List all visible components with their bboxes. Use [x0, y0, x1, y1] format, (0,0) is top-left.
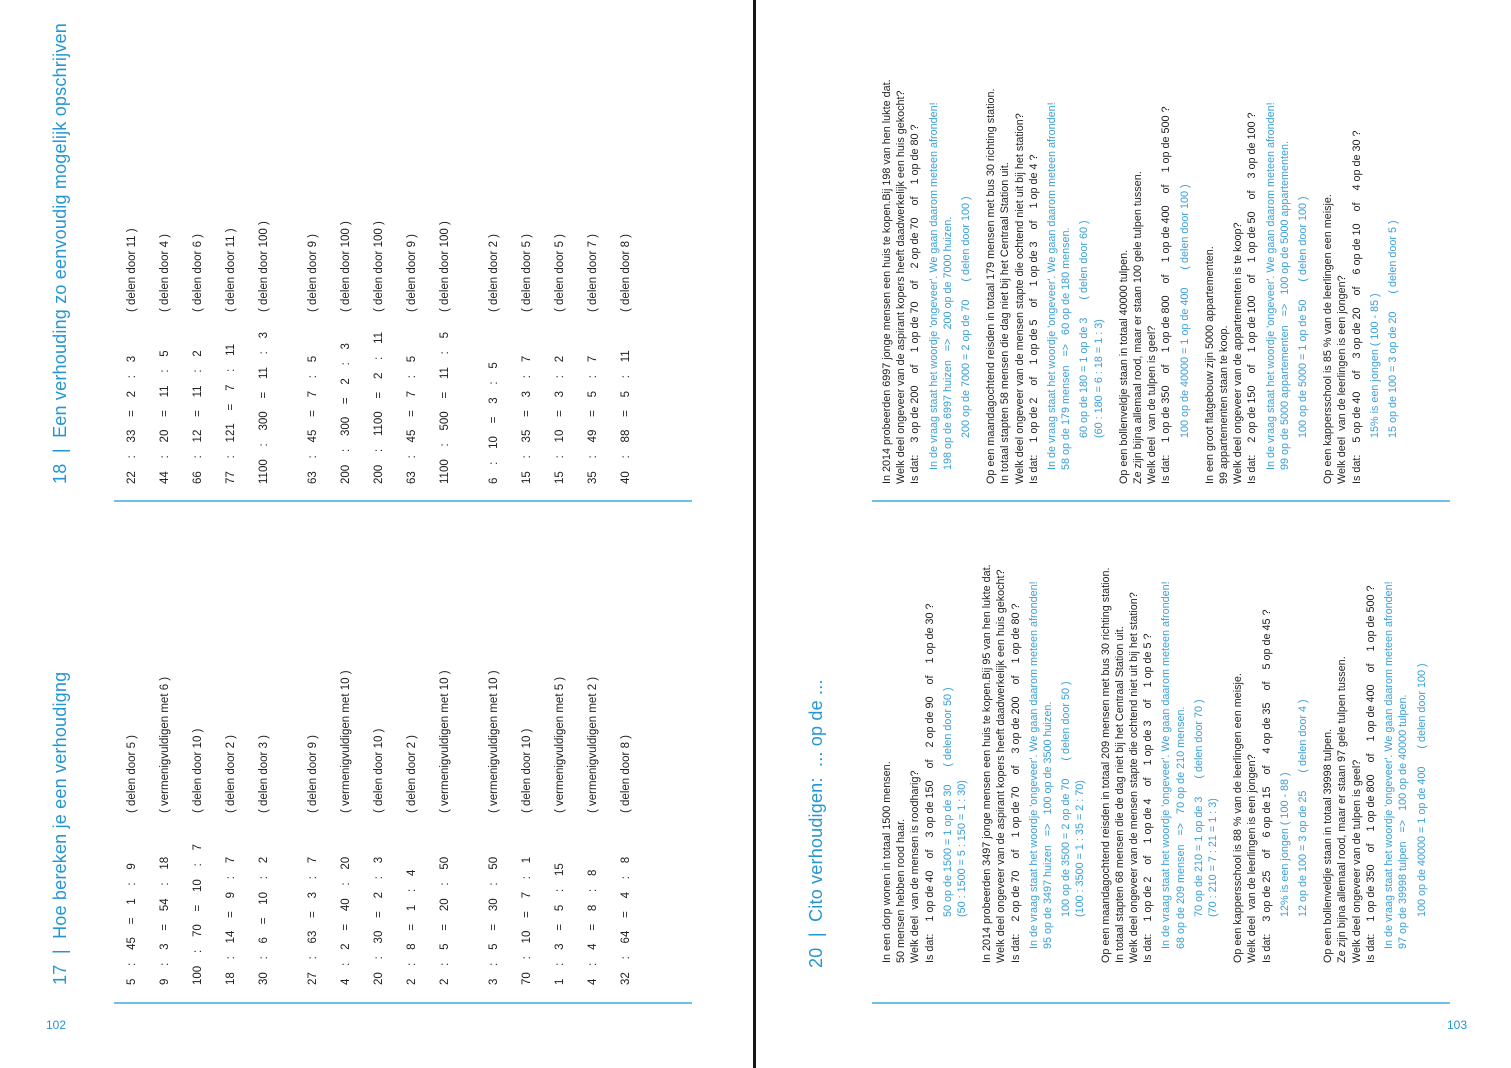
exercise-hint: ( delen door 4 ) [159, 234, 171, 312]
problem-line: In 2014 probeerden 3497 jonge mensen een huis te kopen.Bij 95 van hen lukte dat. [981, 564, 994, 963]
problem-line: Welk deel van de leerlingen is een jongen? [1246, 754, 1259, 963]
exercise-equation: 200 : 300 = 2 : 3 [340, 343, 352, 484]
exercise-row [429, 4, 462, 484]
exercise-group [478, 4, 643, 484]
problem-line: Is dat: 2 op de 70 of 1 op de 70 of 3 op de 200 of 1 op de 80 ? [1009, 603, 1022, 963]
exercise-hint: ( delen door 9 ) [307, 735, 319, 813]
exercise-hint: ( delen door 2 ) [488, 234, 500, 312]
exercise-hint: ( vermenigvuldigen met 5 ) [554, 676, 566, 813]
problem-line: Op een kappersschool is 85 % van de leerlingen een meisje. [1322, 194, 1335, 484]
problem-block [1321, 513, 1428, 963]
problem-line: Welk deel van de tulpen is geel? [1146, 325, 1159, 484]
exercise-hint: ( delen door 10 ) [192, 728, 204, 813]
exercise-row [544, 505, 577, 985]
exercise-equation: 40 : 88 = 5 : 11 [620, 350, 632, 484]
answer-line: 60 op de 180 = 1 op de 3 ( delen door 60 ) [1078, 220, 1091, 438]
problem-line: Is dat: 5 op de 40 of 3 op de 20 of 6 op de 10 of 4 op de 30 ? [1350, 130, 1363, 484]
exercise-row [429, 505, 462, 985]
problem-line: Is dat: 1 op de 2 of 1 op de 5 of 1 op de 3 of 1 op de 4 ? [1027, 154, 1040, 484]
exercise-equation: 30 : 6 = 10 : 2 [258, 856, 270, 985]
exercise-hint: ( delen door 2 ) [406, 735, 418, 813]
page-102 [0, 0, 753, 1068]
page-102-rotated-content [40, 0, 750, 1068]
answer-line: 100 op de 40000 = 1 op de 400 ( delen door 100 ) [1178, 184, 1191, 438]
problem-line: Is dat: 1 op de 2 of 1 op de 4 of 1 op de 3 of 1 op de 5 ? [1142, 633, 1155, 963]
exercise-row [363, 505, 396, 985]
page-number-103: 103 [1447, 1018, 1468, 1032]
answer-line: 95 op de 3497 huizen => 100 op de 3500 huizen. [1042, 701, 1055, 949]
exercise-equation: 18 : 14 = 9 : 7 [225, 856, 237, 985]
exercise-equation: 1 : 3 = 5 : 15 [554, 863, 566, 985]
exercise-hint: ( delen door 9 ) [406, 234, 418, 312]
exercise-hint: ( delen door 10 ) [373, 728, 385, 813]
exercise-group [297, 4, 462, 484]
problem-block [984, 39, 1106, 484]
exercise-equation: 1100 : 300 = 11 : 3 [258, 331, 270, 484]
problem-line: Is dat: 1 op de 350 of 1 op de 800 of 1 op de 400 of 1 op de 500 ? [1160, 106, 1173, 484]
exercise-equation: 77 : 121 = 7 : 11 [225, 343, 237, 484]
problem-line: Welk deel ongeveer van de aspirant kopers heeft daadwerkelijk een huis gekocht? [895, 90, 908, 484]
answer-line: 198 op de 6997 huizen => 200 op de 7000 huizen. [941, 216, 954, 470]
answer-line: (60 : 180 = 6 : 18 = 1 : 3) [1092, 319, 1105, 438]
exercise-equation: 66 : 12 = 11 : 2 [192, 350, 204, 484]
exercise-equation: 4 : 4 = 8 : 8 [587, 869, 599, 985]
exercise-row [297, 4, 330, 484]
problem-line: Op een bollenveldje staan in totaal 39998 tulpen. [1322, 728, 1335, 963]
problem-line: Is dat: 3 op de 200 of 1 op de 70 of 2 op de 70 of 1 op de 80 ? [909, 124, 922, 484]
exercise-row [577, 4, 610, 484]
problem-line: Welk deel ongeveer van de tulpen is geel? [1350, 759, 1363, 963]
section-18-title: 18 | Een verhouding zo eenvoudig mogelijk opschrijven [50, 23, 70, 484]
answer-line: 100 op de 3500 = 2 op de 70 ( delen door 50 ) [1060, 681, 1073, 917]
exercise-equation: 3 : 5 = 30 : 50 [488, 856, 500, 985]
answer-line: 99 op de 5000 appartementen => 100 op de 5000 appartementen. [1278, 141, 1291, 470]
answer-line: 68 op de 209 mensen => 70 op de 210 mensen. [1174, 706, 1187, 949]
exercise-hint: ( delen door 100 ) [439, 221, 451, 312]
section-18-rows [116, 4, 643, 484]
problem-line: Op een kappersschool is 88 % van de leerlingen een meisje. [1232, 673, 1245, 963]
exercise-row [330, 505, 363, 985]
exercise-group [478, 505, 643, 985]
problem-block [1117, 39, 1192, 484]
section-20-column-left [880, 513, 1440, 963]
exercise-equation: 27 : 63 = 3 : 7 [307, 856, 319, 985]
problem-block [880, 39, 973, 484]
exercise-hint: ( delen door 100 ) [373, 221, 385, 312]
problem-line: Is dat: 3 op de 25 of 6 op de 15 of 4 op de 35 of 5 op de 45 ? [1260, 609, 1273, 963]
problem-line: Welk deel van de leerlingen is een jongen? [1336, 275, 1349, 484]
answer-line: In de vraag staat het woordje 'ongeveer'. We gaan daarom meteen afronden! [1160, 581, 1173, 949]
problem-line: 99 appartementen staan te koop. [1218, 325, 1231, 484]
exercise-hint: ( vermenigvuldigen met 10 ) [340, 670, 352, 813]
problem-block [980, 513, 1087, 963]
answer-line: 58 op de 179 mensen => 60 op de 180 mensen. [1060, 227, 1073, 470]
problem-line: Is dat: 2 op de 150 of 1 op de 100 of 1 op de 50 of 3 op de 100 ? [1246, 112, 1259, 484]
exercise-row [396, 4, 429, 484]
exercise-row [116, 505, 149, 985]
exercise-hint: ( delen door 5 ) [554, 234, 566, 312]
section-17-rows [116, 505, 643, 985]
exercise-equation: 32 : 64 = 4 : 8 [620, 856, 632, 985]
exercise-hint: ( delen door 5 ) [521, 234, 533, 312]
problem-line: 50 mensen hebben rood haar. [895, 818, 908, 963]
exercise-hint: ( delen door 6 ) [192, 234, 204, 312]
answer-line: In de vraag staat het woordje 'ongeveer'. We gaan daarom meteen afronden! [1027, 581, 1040, 949]
exercise-row [478, 4, 511, 484]
exercise-equation: 15 : 10 = 3 : 2 [554, 355, 566, 484]
exercise-row [248, 4, 281, 484]
exercise-row [116, 4, 149, 484]
exercise-row [330, 4, 363, 484]
answer-line: In de vraag staat het woordje 'ongeveer'. We gaan daarom meteen afronden! [1264, 102, 1277, 470]
exercise-equation: 2 : 8 = 1 : 4 [406, 869, 418, 985]
problem-line: Welk deel ongeveer van de aspirant kopers heeft daadwerkelijk een huis gekocht? [995, 569, 1008, 963]
page-103 [758, 0, 1511, 1068]
exercise-row [511, 4, 544, 484]
exercise-group [116, 505, 281, 985]
exercise-hint: ( delen door 2 ) [225, 735, 237, 813]
exercise-group [116, 4, 281, 484]
problem-line: Ze zijn bijna allemaal rood, maar er staan 100 gele tulpen tussen. [1132, 171, 1145, 484]
column-rule-20-right [872, 500, 1450, 502]
exercise-equation: 5 : 45 = 1 : 9 [126, 863, 138, 985]
exercise-equation: 22 : 33 = 2 : 3 [126, 355, 138, 484]
exercise-row [478, 505, 511, 985]
exercise-hint: ( vermenigvuldigen met 6 ) [159, 676, 171, 813]
exercise-hint: ( vermenigvuldigen met 2 ) [587, 676, 599, 813]
problem-block [1231, 513, 1310, 963]
problem-line: In een dorp wonen in totaal 1500 mensen. [881, 761, 893, 963]
exercise-hint: ( delen door 8 ) [620, 234, 632, 312]
problem-line: Welk deel ongeveer van de appartementen is te koop? [1232, 222, 1245, 484]
exercise-row [544, 4, 577, 484]
exercise-hint: ( delen door 10 ) [521, 728, 533, 813]
page-number-102: 102 [46, 1018, 67, 1032]
page-103-rotated-content [798, 0, 1508, 1068]
exercise-hint: ( delen door 100 ) [258, 221, 270, 312]
section-17-title: 17 | Hoe bereken je een verhoudigng [50, 671, 70, 985]
exercise-group [297, 505, 462, 985]
section-20-title: 20 | Cito verhoudigen: ... op de ... [806, 679, 826, 968]
exercise-hint: ( delen door 8 ) [620, 735, 632, 813]
exercise-equation: 15 : 35 = 3 : 7 [521, 355, 533, 484]
answer-line: 50 op de 1500 = 1 op de 30 ( delen door 50 ) [941, 687, 954, 917]
exercise-equation: 20 : 30 = 2 : 3 [373, 856, 385, 985]
answer-line: (70 : 210 = 7 : 21 = 1 : 3) [1207, 798, 1220, 917]
answer-line: (50 : 1500 = 5 : 150 = 1 : 30) [956, 780, 969, 917]
answer-line: 12 op de 100 = 3 op de 25 ( delen door 4 ) [1297, 699, 1310, 917]
answer-line: 15% is een jongen ( 100 - 85 ) [1368, 293, 1381, 438]
exercise-hint: ( delen door 9 ) [307, 234, 319, 312]
exercise-row [149, 505, 182, 985]
exercise-equation: 2 : 5 = 20 : 50 [439, 856, 451, 985]
exercise-equation: 44 : 20 = 11 : 5 [159, 350, 171, 484]
exercise-equation: 6 : 10 = 3 : 5 [488, 362, 500, 484]
exercise-equation: 4 : 2 = 40 : 20 [340, 856, 352, 985]
problem-line: Op een maandagochtend reisden in totaal 209 mensen met bus 30 richting station. [1099, 567, 1112, 963]
problem-block [1203, 39, 1310, 484]
answer-line: In de vraag staat het woordje 'ongeveer'. We gaan daarom meteen afronden! [927, 102, 940, 470]
column-rule-17 [114, 1002, 692, 1004]
problem-line: Welk deel van de mensen is roodharig? [909, 770, 922, 963]
problem-line: In een groot flatgebouw zijn 5000 appartementen. [1203, 246, 1216, 484]
exercise-row [215, 4, 248, 484]
problem-block [880, 513, 969, 963]
exercise-equation: 1100 : 500 = 11 : 5 [439, 331, 451, 484]
center-divider [753, 0, 756, 1068]
problem-line: Welk deel ongeveer van de mensen stapte die ochtend niet uit bij het station? [1128, 592, 1141, 963]
exercise-row [248, 505, 281, 985]
problem-line: In totaal stapten 58 mensen die dag niet bij het Centraal Station uit. [999, 162, 1012, 484]
answer-line: 70 op de 210 = 1 op de 3 ( delen door 70 ) [1192, 699, 1205, 917]
exercise-equation: 63 : 45 = 7 : 5 [307, 355, 319, 484]
column-rule-18 [114, 500, 692, 502]
problem-block [1321, 39, 1400, 484]
exercise-equation: 70 : 10 = 7 : 1 [521, 856, 533, 985]
answer-line: In de vraag staat het woordje 'ongeveer'. We gaan daarom meteen afronden! [1046, 102, 1059, 470]
exercise-row [577, 505, 610, 985]
problem-line: Is dat: 1 op de 350 of 1 op de 800 of 1 op de 400 of 1 op de 500 ? [1364, 585, 1377, 963]
answer-line: 97 op de 39998 tulpen => 100 op de 40000 tulpen. [1397, 694, 1410, 949]
answer-line: (100 : 3500 = 1 : 35 = 2 : 70) [1074, 780, 1087, 917]
problem-line: Ze zijn bijna allemaal rood, maar er staan 97 gele tulpen tussen. [1336, 656, 1349, 963]
exercise-row [149, 4, 182, 484]
problem-block [1099, 513, 1221, 963]
problem-line: Op een bollenveldje staan in totaal 40000 tulpen. [1117, 249, 1130, 484]
column-rule-20-left [872, 1002, 1450, 1004]
exercise-row [182, 505, 215, 985]
exercise-row [297, 505, 330, 985]
exercise-row [363, 4, 396, 484]
exercise-row [511, 505, 544, 985]
exercise-equation: 35 : 49 = 5 : 7 [587, 355, 599, 484]
exercise-row [182, 4, 215, 484]
exercise-row [396, 505, 429, 985]
exercise-equation: 9 : 3 = 54 : 18 [159, 856, 171, 985]
exercise-equation: 63 : 45 = 7 : 5 [406, 355, 418, 484]
exercise-hint: ( delen door 100 ) [340, 221, 352, 312]
exercise-row [610, 505, 643, 985]
problem-line: In totaal stapten 68 mensen die de dag niet bij het Centraal Station uit. [1113, 626, 1126, 963]
exercise-equation: 200 : 1100 = 2 : 11 [373, 331, 385, 484]
exercise-row [215, 505, 248, 985]
problem-line: Welk deel ongeveer van de mensen stapte die ochtend niet uit bij het station? [1013, 113, 1026, 484]
exercise-hint: ( delen door 11 ) [225, 228, 237, 312]
section-20-column-right [880, 39, 1411, 484]
answer-line: 15 op de 100 = 3 op de 20 ( delen door 5 ) [1387, 220, 1400, 438]
problem-line: Op een maandagochtend reisden in totaal 179 mensen met bus 30 richting station. [985, 88, 998, 484]
exercise-hint: ( delen door 3 ) [258, 735, 270, 813]
problem-line: Is dat: 1 op de 40 of 3 op de 150 of 2 op de 90 of 1 op de 30 ? [923, 603, 936, 963]
exercise-hint: ( delen door 7 ) [587, 234, 599, 312]
section-17 [50, 505, 659, 985]
section-18 [50, 4, 659, 484]
exercise-hint: ( vermenigvuldigen met 10 ) [439, 670, 451, 813]
problem-line: In 2014 probeerden 6997 jonge mensen een huis te kopen.Bij 198 van hen lukte dat. [881, 79, 893, 484]
exercise-hint: ( delen door 5 ) [126, 735, 138, 813]
exercise-equation: 100 : 70 = 10 : 7 [192, 844, 204, 985]
exercise-hint: ( vermenigvuldigen met 10 ) [488, 670, 500, 813]
answer-line: 100 op de 40000 = 1 op de 400 ( delen door 100 ) [1415, 663, 1428, 917]
answer-line: 12% is een jongen ( 100 - 88 ) [1278, 772, 1291, 917]
answer-line: 200 op de 7000 = 2 op de 70 ( delen door 100 ) [960, 196, 973, 438]
exercise-row [610, 4, 643, 484]
answer-line: 100 op de 5000 = 1 op de 50 ( delen door 100 ) [1297, 196, 1310, 438]
answer-line: In de vraag staat het woordje 'ongeveer'. We gaan daarom meteen afronden! [1383, 581, 1396, 949]
exercise-hint: ( delen door 11 ) [126, 228, 138, 312]
